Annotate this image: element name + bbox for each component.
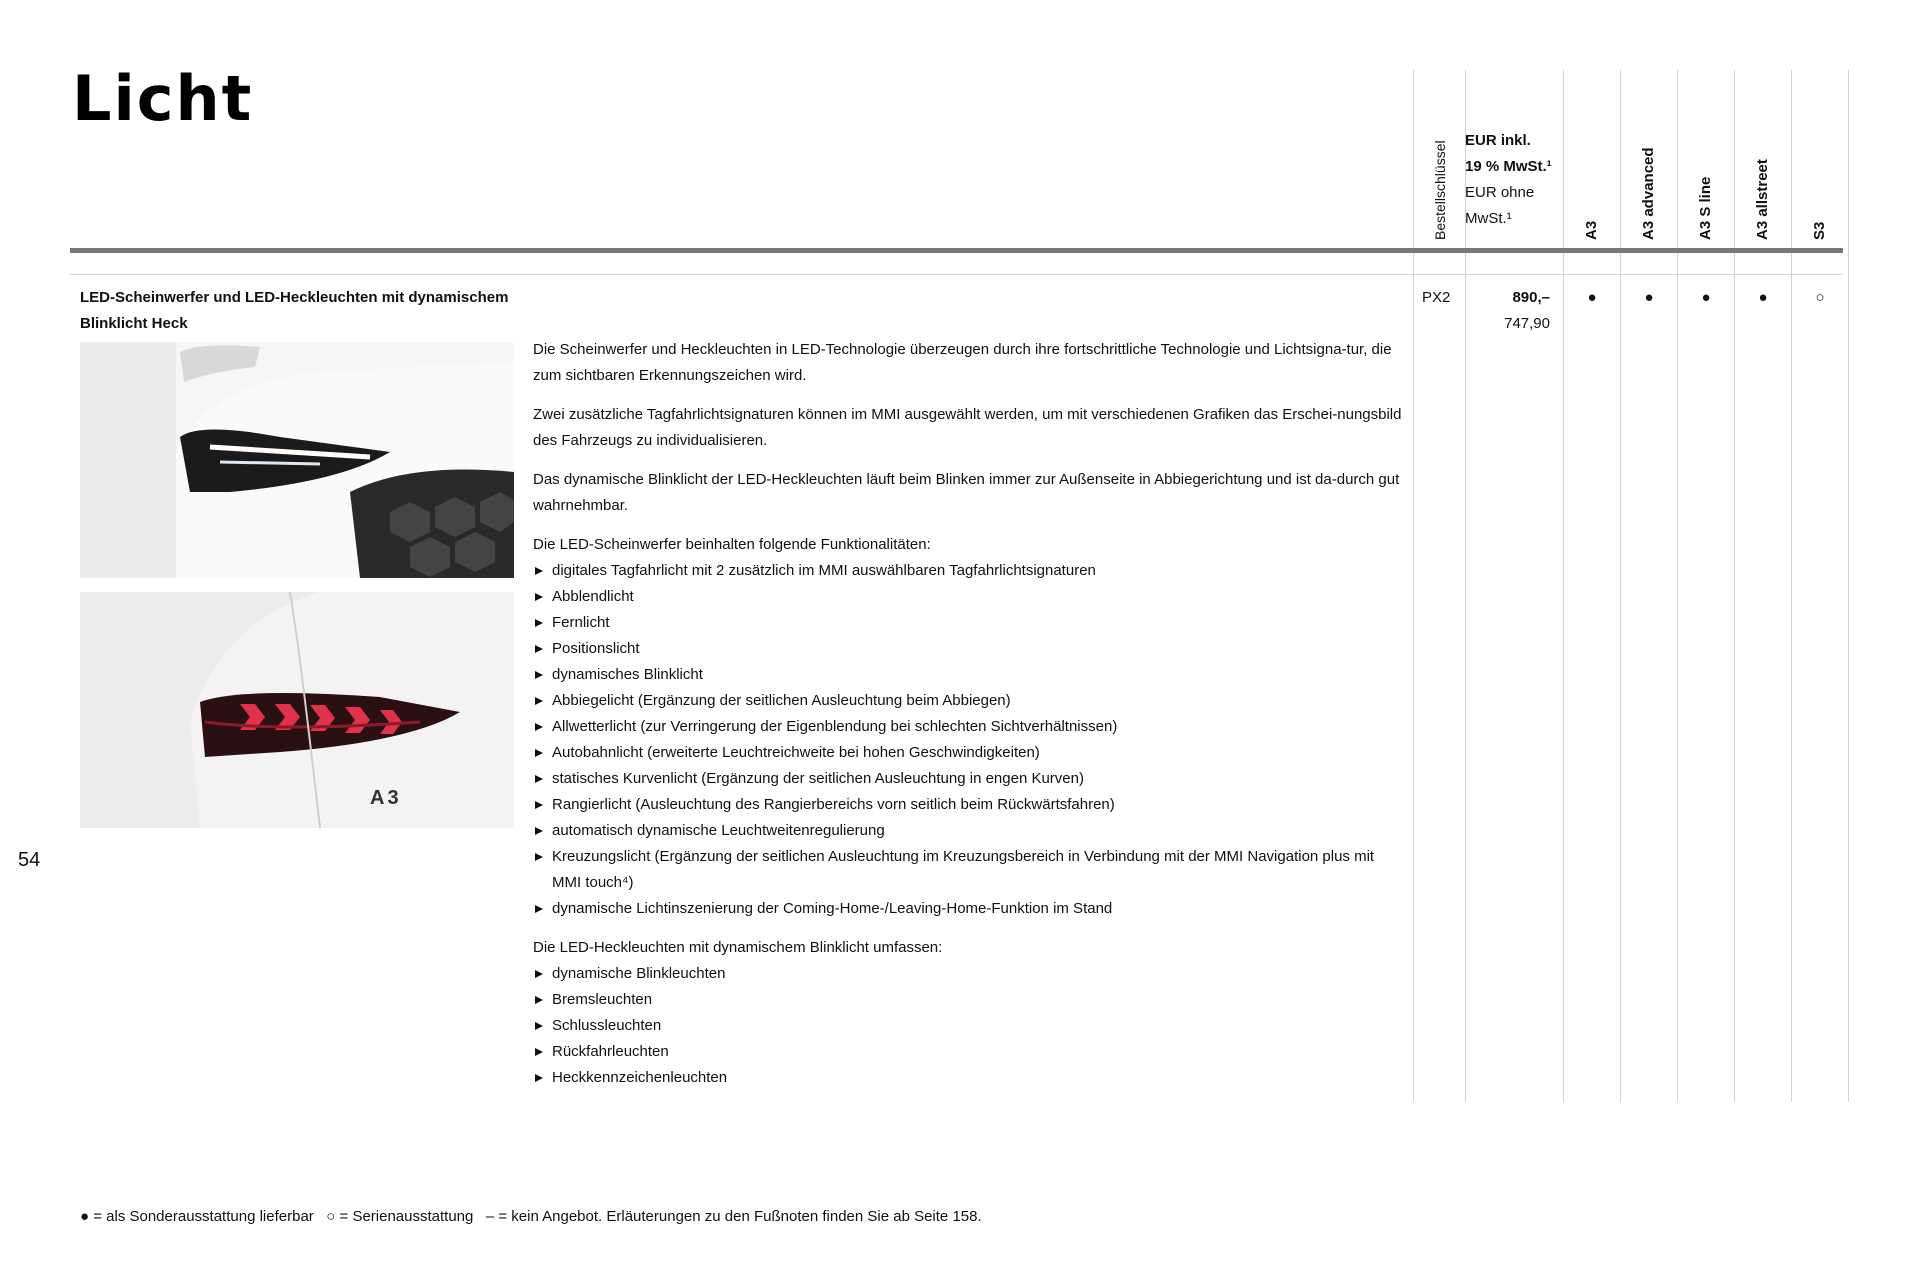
list-item: Schlussleuchten <box>533 1013 1403 1039</box>
availability-a3-allstreet: ● <box>1758 289 1768 306</box>
item-title: LED-Scheinwerfer und LED-Heckleuchten mit dynamischem Blinklicht Heck <box>80 289 509 332</box>
price-excl-header-line1: EUR ohne <box>1465 184 1535 201</box>
page-title: Licht <box>72 62 254 135</box>
header-subrule <box>70 274 1843 275</box>
availability-s3: ○ <box>1815 289 1825 306</box>
order-code: PX2 <box>1422 289 1451 306</box>
price-header <box>1465 128 1552 232</box>
column-divider <box>1620 70 1621 1102</box>
item-description <box>533 337 1403 1104</box>
column-divider <box>1677 70 1678 1102</box>
headlight-feature-list <box>533 558 1403 922</box>
taillight-feature-list <box>533 961 1403 1091</box>
list-item: Rangierlicht (Ausleuchtung des Rangierbereichs vorn seitlich beim Rückwärtsfahren) <box>533 792 1403 818</box>
list-item: Bremsleuchten <box>533 987 1403 1013</box>
list-item: Abbiegelicht (Ergänzung der seitlichen Ausleuchtung beim Abbiegen) <box>533 688 1403 714</box>
page-number: 54 <box>18 849 41 871</box>
availability-a3: ● <box>1587 289 1597 306</box>
order-key-header: Bestellschlüssel <box>1432 140 1448 240</box>
availability-a3-s-line: ● <box>1701 289 1711 306</box>
list-item: dynamisches Blinklicht <box>533 662 1403 688</box>
model-header-a3: A3 <box>1583 220 1600 240</box>
rear-taillight-illustration <box>80 592 514 828</box>
model-header-a3-allstreet: A3 allstreet <box>1754 159 1771 240</box>
column-divider <box>1848 70 1849 1102</box>
description-paragraph: Zwei zusätzliche Tagfahrlichtsignaturen können im MMI ausgewählt werden, um mit verschiedenen Grafiken das Erschei-nungsbild des Fahrzeugs zu individualisieren. <box>533 406 1402 449</box>
front-headlight-illustration <box>80 342 514 578</box>
list-item: Fernlicht <box>533 610 1403 636</box>
description-paragraph: Das dynamische Blinklicht der LED-Heckleuchten läuft beim Blinken immer zur Außenseite in Abbiegerichtung und ist da-durch gut wahrnehmbar. <box>533 471 1400 514</box>
list-item: automatisch dynamische Leuchtweitenregulierung <box>533 818 1403 844</box>
front-headlight-photo <box>80 342 514 578</box>
list-item: Abblendlicht <box>533 584 1403 610</box>
price-incl-vat: 890,– <box>1512 289 1550 306</box>
model-header-a3-advanced: A3 advanced <box>1640 147 1657 240</box>
list-item: Kreuzungslicht (Ergänzung der seitlichen Ausleuchtung im Kreuzungsbereich in Verbindung mit der MMI Navigation plus mit MMI touch⁴) <box>533 844 1403 896</box>
list-item: dynamische Lichtinszenierung der Coming-Home-/Leaving-Home-Funktion im Stand <box>533 896 1403 922</box>
model-header-s3: S3 <box>1811 221 1828 240</box>
list-item: dynamische Blinkleuchten <box>533 961 1403 987</box>
list-item: Positionslicht <box>533 636 1403 662</box>
description-paragraph: Die Scheinwerfer und Heckleuchten in LED-Technologie überzeugen durch ihre fortschrittliche Technologie und Lichtsigna-tur, die zum sichtbaren Erkennungszeichen wird. <box>533 341 1392 384</box>
price-excl-vat: 747,90 <box>1504 315 1550 332</box>
a3-badge: A3 <box>370 787 402 809</box>
price-incl-header-line2: 19 % MwSt.¹ <box>1465 158 1552 175</box>
model-header-a3-s-line: A3 S line <box>1697 176 1714 240</box>
list-item: statisches Kurvenlicht (Ergänzung der seitlichen Ausleuchtung in engen Kurven) <box>533 766 1403 792</box>
price-excl-header-line2: MwSt.¹ <box>1465 210 1512 227</box>
list-item: Allwetterlicht (zur Verringerung der Eigenblendung bei schlechten Sichtverhältnissen) <box>533 714 1403 740</box>
column-divider <box>1563 70 1564 1102</box>
list-item: Rückfahrleuchten <box>533 1039 1403 1065</box>
list-item: Autobahnlicht (erweiterte Leuchtreichweite bei hohen Geschwindigkeiten) <box>533 740 1403 766</box>
taillight-intro: Die LED-Heckleuchten mit dynamischem Blinklicht umfassen: <box>533 939 943 956</box>
legend: ● = als Sonderausstattung lieferbar ○ = Serienausstattung – = kein Angebot. Erläuterungen zu den Fußnoten finden Sie ab Seite 158. <box>80 1208 982 1225</box>
price-cell <box>1462 285 1550 337</box>
header-rule <box>70 248 1843 253</box>
column-divider <box>1413 70 1414 1102</box>
list-item: Heckkennzeichenleuchten <box>533 1065 1403 1091</box>
availability-a3-advanced: ● <box>1644 289 1654 306</box>
column-divider <box>1791 70 1792 1102</box>
column-divider <box>1734 70 1735 1102</box>
headlight-intro: Die LED-Scheinwerfer beinhalten folgende Funktionalitäten: <box>533 536 931 553</box>
rear-taillight-photo <box>80 592 514 828</box>
price-incl-header-line1: EUR inkl. <box>1465 132 1531 149</box>
list-item: digitales Tagfahrlicht mit 2 zusätzlich im MMI auswählbaren Tagfahrlichtsignaturen <box>533 558 1403 584</box>
